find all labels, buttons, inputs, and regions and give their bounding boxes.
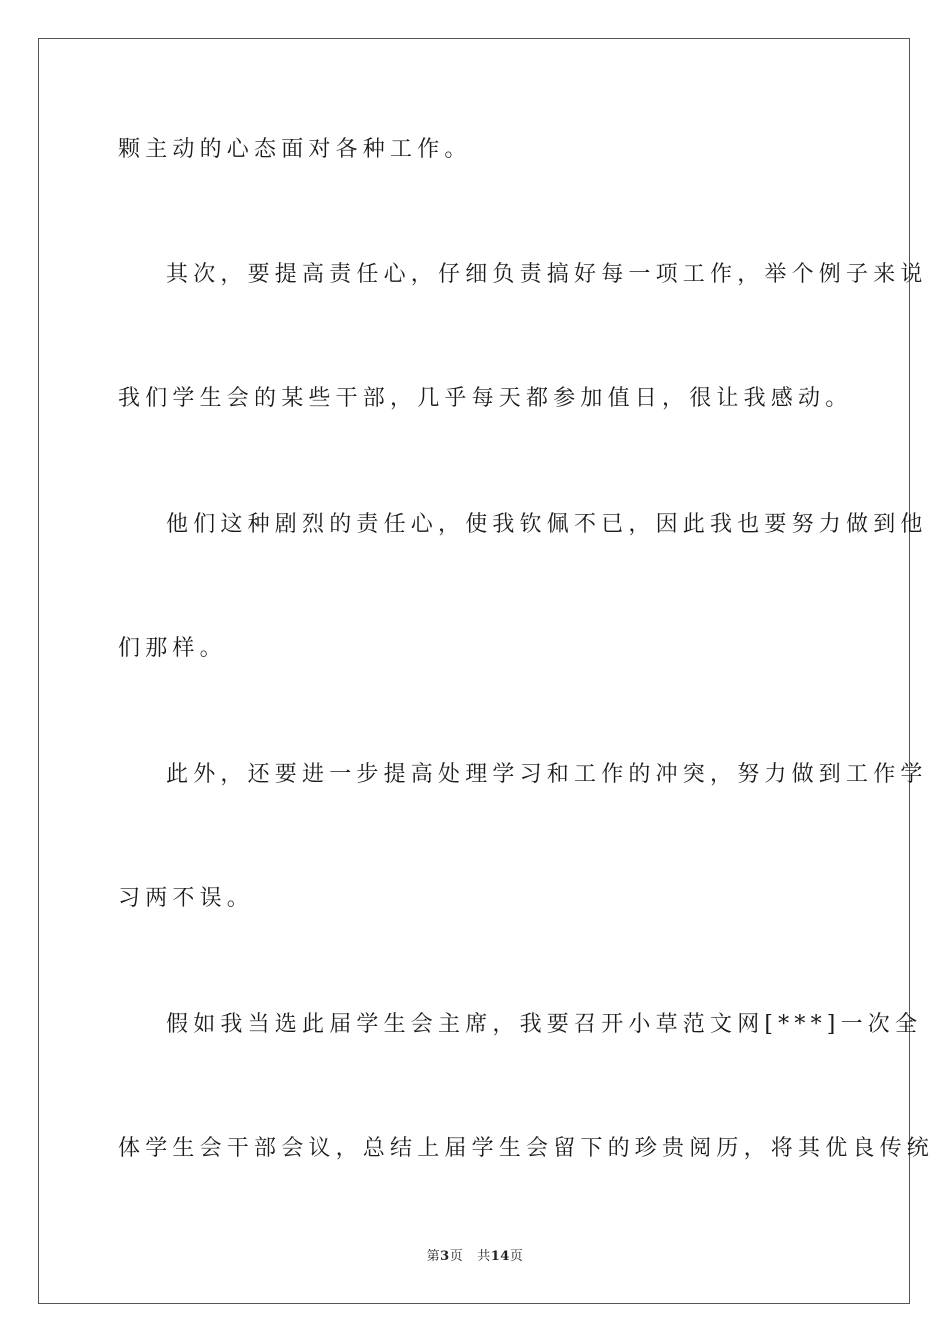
paragraph-start-line-2: 其次，要提高责任心，仔细负责搞好每一项工作，举个例子来说	[166, 262, 928, 287]
page-footer	[0, 1248, 950, 1266]
body-line-5: 们那样。	[118, 636, 227, 661]
body-line-3: 我们学生会的某些干部，几乎每天都参加值日，很让我感动。	[118, 386, 853, 411]
paragraph-start-line-6: 此外，还要进一步提高处理学习和工作的冲突，努力做到工作学	[166, 762, 928, 787]
total-suffix: 页	[509, 1249, 524, 1264]
paragraph-start-line-4: 他们这种剧烈的责任心，使我钦佩不已，因此我也要努力做到他	[166, 512, 928, 537]
page-suffix: 页	[449, 1249, 464, 1264]
total-prefix: 共	[477, 1249, 491, 1264]
total-pages: 14	[490, 1249, 510, 1264]
paragraph-start-line-8: 假如我当选此届学生会主席，我要召开小草范文网[***]一次全	[166, 1012, 923, 1037]
page-number: 3	[440, 1249, 450, 1264]
page-prefix: 第	[426, 1249, 441, 1264]
body-line-9: 体学生会干部会议，总结上届学生会留下的珍贵阅历，将其优良传统	[118, 1136, 935, 1161]
body-line-1: 颗主动的心态面对各种工作。	[118, 137, 472, 162]
body-line-7: 习两不误。	[118, 886, 255, 911]
page-frame	[38, 38, 935, 1304]
